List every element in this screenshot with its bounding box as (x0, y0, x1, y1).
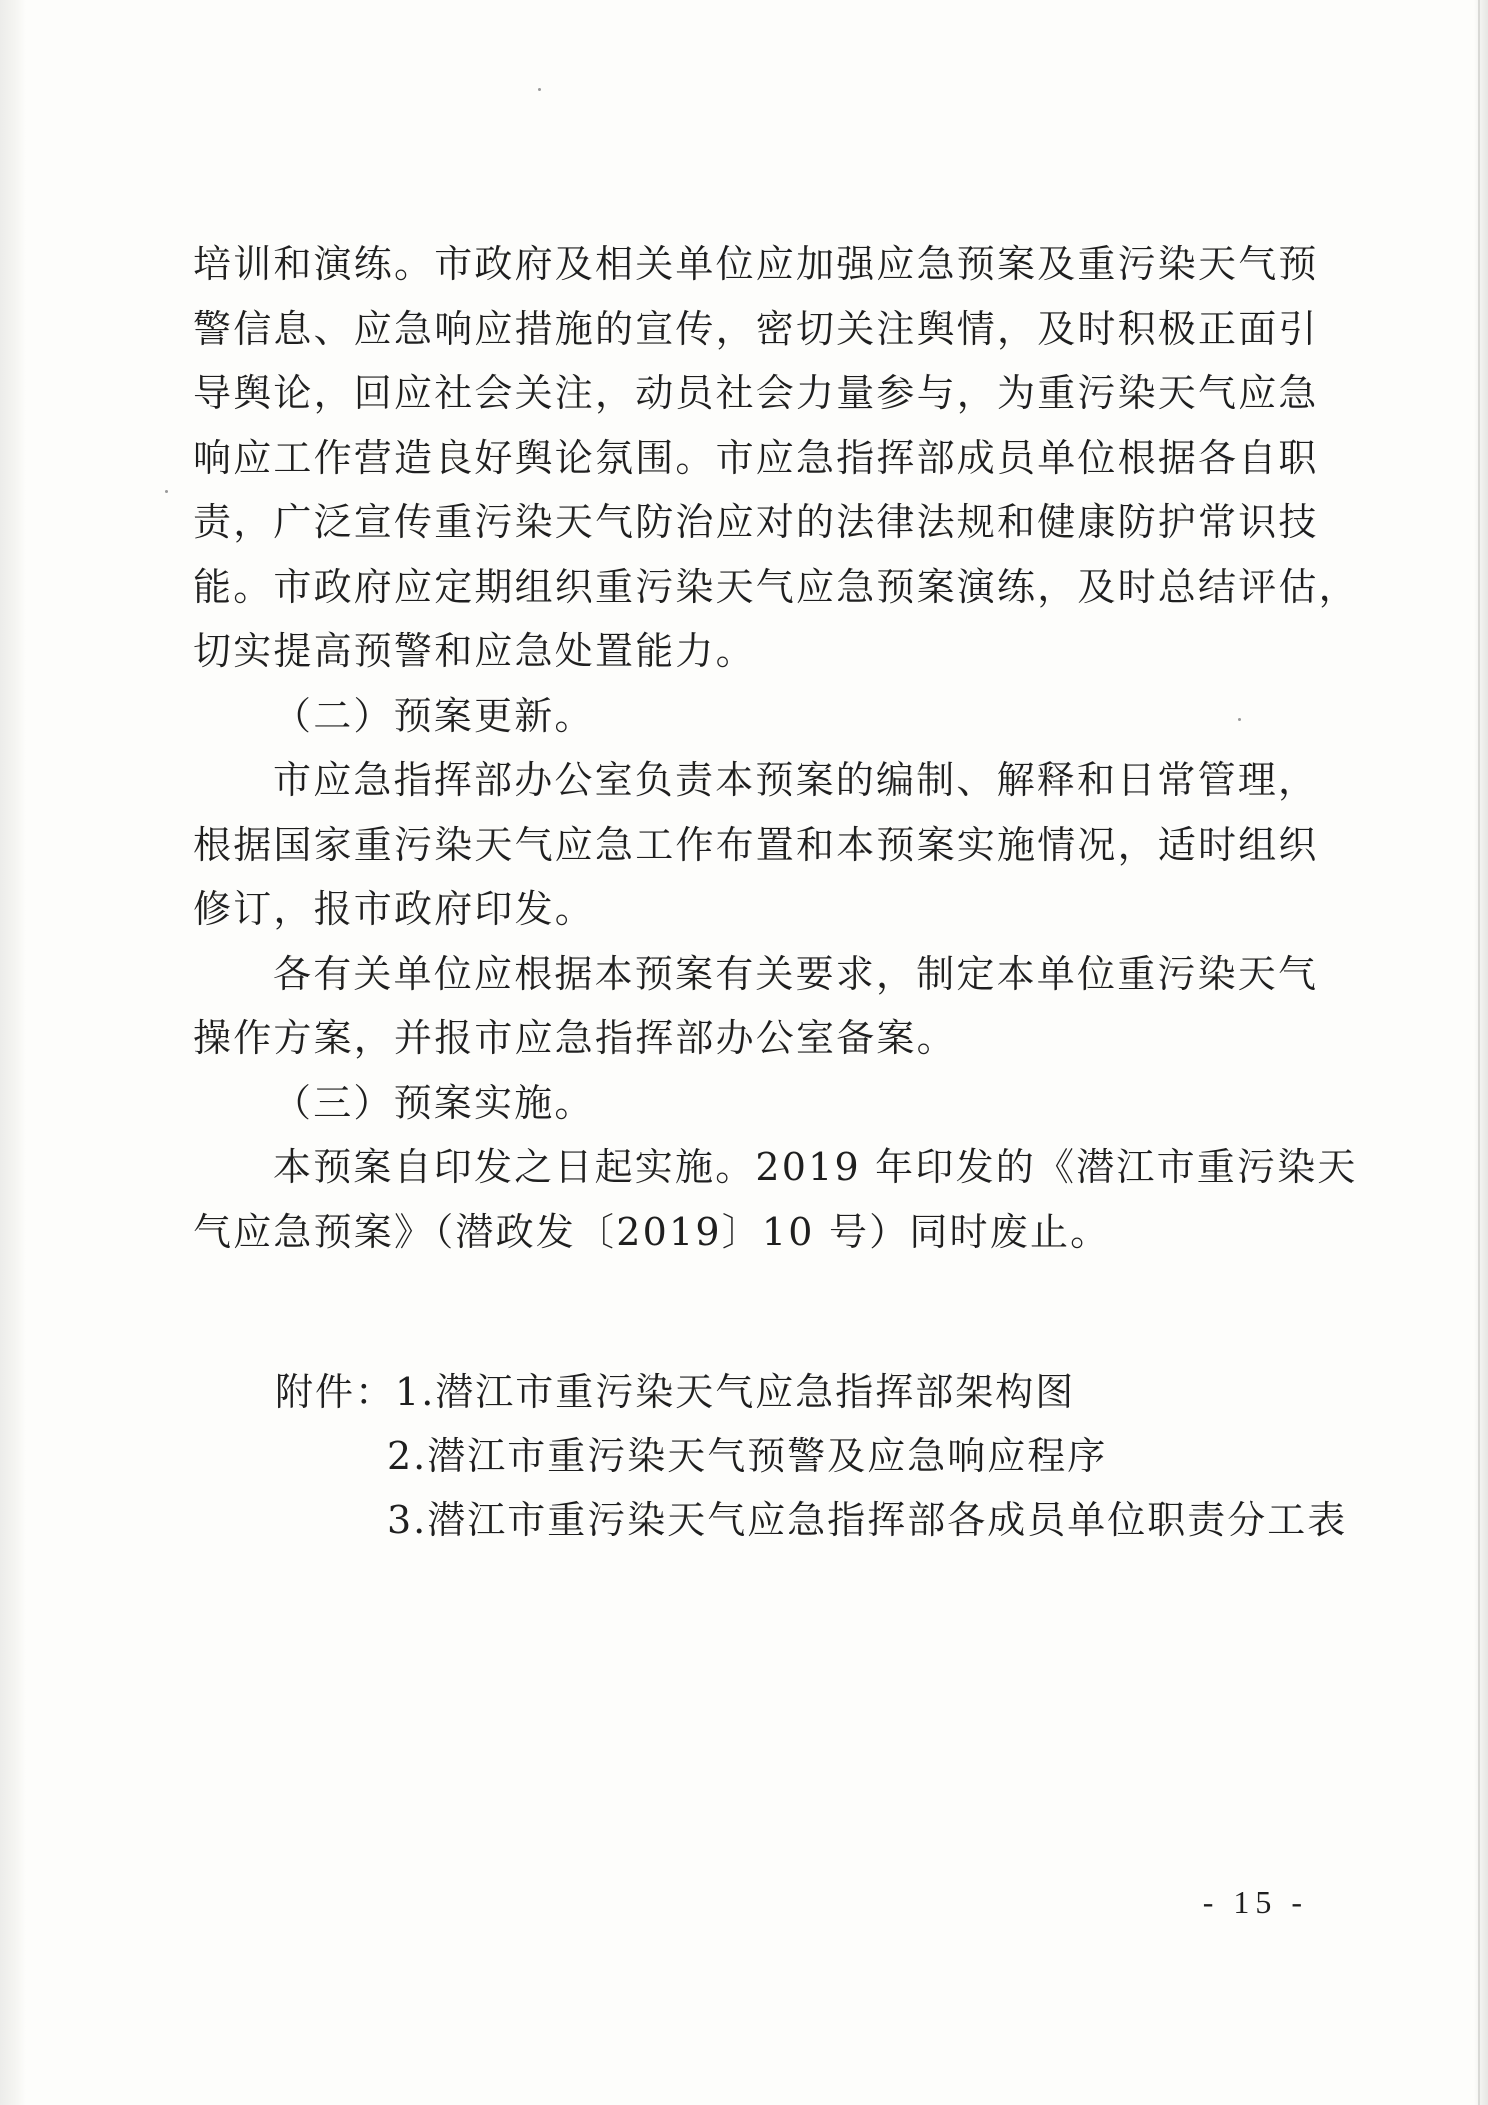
page-number: - 15 - (1202, 1884, 1308, 1920)
body-text (193, 232, 1359, 1264)
attachment-item: 3.潜江市重污染天气应急指挥部各成员单位职责分工表 (387, 1498, 1348, 1542)
scan-speck (165, 490, 168, 493)
attachments-label: 附件： (275, 1370, 396, 1414)
scan-edge-left (0, 0, 26, 2105)
section-heading: （二）预案更新。 (273, 693, 595, 738)
section-heading: （三）预案实施。 (273, 1080, 595, 1125)
attachment-item: 附件：1.潜江市重污染天气应急指挥部架构图 (275, 1370, 1076, 1414)
paragraph-line: 本预案自印发之日起实施。2019 年印发的《潜江市重污染天 (273, 1145, 1358, 1189)
scan-edge-right (1474, 0, 1488, 2105)
scan-edge-line (1478, 0, 1480, 2105)
paragraph-line: 责，广泛宣传重污染天气防治应对的法律法规和健康防护常识技 (193, 500, 1319, 544)
paragraph-line: 培训和演练。市政府及相关单位应加强应急预案及重污染天气预 (193, 242, 1319, 286)
paragraph-line: 气应急预案》（潜政发〔2019〕10 号）同时废止。 (193, 1209, 1111, 1254)
paragraph-line: 各有关单位应根据本预案有关要求，制定本单位重污染天气 (273, 951, 1319, 996)
attachment-item: 2.潜江市重污染天气预警及应急响应程序 (387, 1434, 1108, 1478)
paragraph-line: 导舆论，回应社会关注，动员社会力量参与，为重污染天气应急 (193, 371, 1319, 415)
paragraph-line: 警信息、应急响应措施的宣传，密切关注舆情，及时积极正面引 (193, 306, 1319, 351)
attachments-list (275, 1360, 1348, 1552)
paragraph-line: 市应急指挥部办公室负责本预案的编制、解释和日常管理， (273, 758, 1319, 802)
paragraph-line: 修订，报市政府印发。 (193, 887, 596, 931)
paragraph-line: 切实提高预警和应急处置能力。 (193, 629, 756, 673)
paragraph-line: 响应工作营造良好舆论氛围。市应急指挥部成员单位根据各自职 (193, 435, 1319, 480)
scan-speck (538, 88, 541, 91)
paragraph-line: 能。市政府应定期组织重污染天气应急预案演练，及时总结评估， (193, 564, 1359, 609)
paragraph-line: 根据国家重污染天气应急工作布置和本预案实施情况，适时组织 (193, 822, 1319, 867)
paragraph-line: 操作方案，并报市应急指挥部办公室备案。 (193, 1016, 957, 1060)
